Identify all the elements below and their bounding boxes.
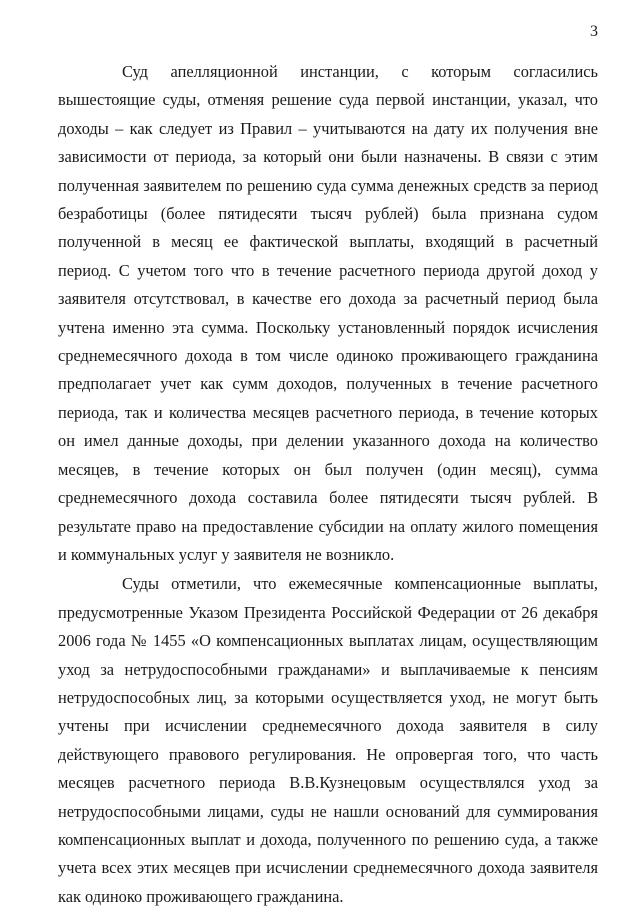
document-body	[58, 58, 598, 911]
paragraph-compensation-payments: Суды отметили, что ежемесячные компенсационные выплаты, предусмотренные Указом Президента Российской Федерации от 26 декабря 2006 года № 1455 «О компенсационных выплатах лицам, осуществляющим уход за нетрудоспособными гражданами» и выплачиваемые к пенсиям нетрудоспособных лиц, за которыми осуществляется уход, не могут быть учтены при исчислении среднемесячного дохода заявителя в силу действующего правового регулирования. Не опровергая того, что часть месяцев расчетного периода В.В.Кузнецовым осуществлялся уход за нетрудоспособными лицами, суды не нашли оснований для суммирования компенсационных выплат и дохода, полученного по решению суда, а также учета всех этих месяцев при исчислении среднемесячного дохода заявителя как одиноко проживающего гражданина.	[58, 574, 598, 906]
page-number: 3	[590, 23, 598, 40]
paragraph-appeal-court-ruling: Суд апелляционной инстанции, с которым согласились вышестоящие суды, отменяя решение суда первой инстанции, указал, что доходы – как следует из Правил – учитываются на дату их получения вне зависимости от периода, за который они были назначены. В связи с этим полученная заявителем по решению суда сумма денежных средств за период безработицы (более пятидесяти тысяч рублей) была признана судом полученной в месяц ее фактической выплаты, входящий в расчетный период. С учетом того что в течение расчетного периода другой доход у заявителя отсутствовал, в качестве его дохода за расчетный период была учтена именно эта сумма. Поскольку установленный порядок исчисления среднемесячного дохода в том числе одиноко проживающего гражданина предполагает учет как сумм доходов, полученных в течение расчетного периода, так и количества месяцев расчетного периода, в течение которых он имел данные доходы, при делении указанного дохода на количество месяцев, в течение которых он был получен (один месяц), сумма среднемесячного дохода составила более пятидесяти тысяч рублей. В результате право на предоставление субсидии на оплату жилого помещения и коммунальных услуг у заявителя не возникло.	[58, 62, 598, 564]
